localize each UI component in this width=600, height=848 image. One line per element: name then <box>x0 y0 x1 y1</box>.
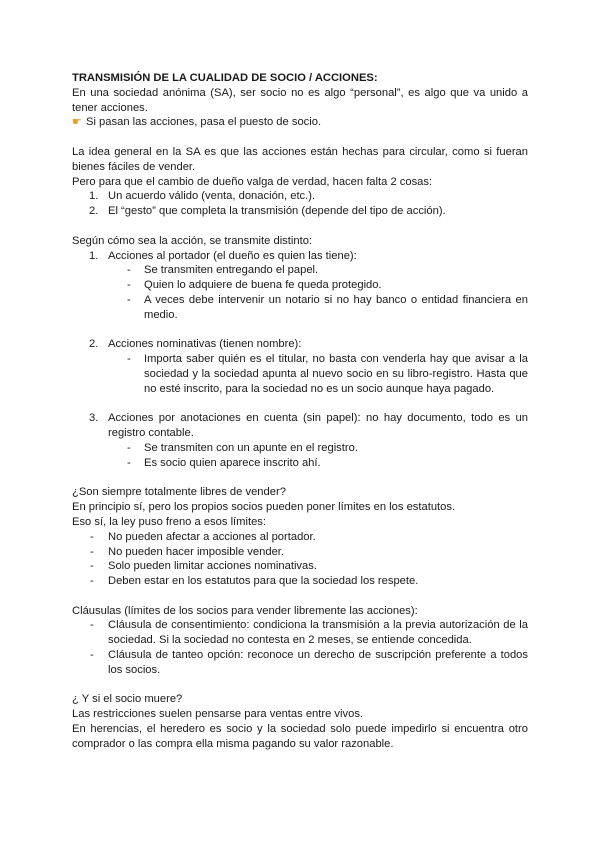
share-type-heading: Acciones nominativas (tienen nombre): <box>108 338 302 351</box>
section-title: TRANSMISIÓN DE LA CUALIDAD DE SOCIO / ACCIONES: <box>72 72 378 84</box>
share-type-bearer: 1. Acciones al portador (el dueño es quien las tiene): - Se transmiten entregando el papel. - Quien lo adquiere de buena fe queda protegido. - A veces debe intervenir un notario si no hay banco o entidad financiera en medio. <box>72 249 528 323</box>
list-item: - Importa saber quién es el titular, no basta con venderla hay que avisar a la sociedad y la sociedad apunta al nuevo socio en su libro-registro. Hasta que no esté inscrito, para la sociedad no es un socio aunque haya pagado. <box>72 352 528 396</box>
list-item: - Deben estar en los estatutos para que la sociedad los respete. <box>72 574 528 589</box>
limits-intro: Eso sí, la ley puso freno a esos límites: <box>72 515 267 528</box>
share-type-points <box>72 352 528 396</box>
types-intro: Según cómo sea la acción, se transmite distinto: <box>72 234 313 247</box>
share-type-heading: Acciones por anotaciones en cuenta (sin papel): no hay documento, todo es un registro contable. <box>108 412 528 440</box>
requirements-list <box>72 189 528 219</box>
list-item: - Solo pueden limitar acciones nominativas. <box>72 559 528 574</box>
share-type-points <box>72 263 528 322</box>
death-paragraph-1: Las restricciones suelen pensarse para ventas entre vivos. <box>72 708 364 721</box>
list-item: - No pueden hacer imposible vender. <box>72 545 528 560</box>
list-item: - Cláusula de tanteo opción: reconoce un derecho de suscripción preferente a todos los socios. <box>72 648 528 678</box>
share-type-nominative: 2. Acciones nominativas (tienen nombre): - Importa saber quién es el titular, no basta con venderla hay que avisar a la sociedad y la sociedad apunta al nuevo socio en su libro-registro. Hasta que no esté inscrito, para la sociedad no es un socio aunque haya pagado. <box>72 337 528 396</box>
share-type-points <box>72 441 528 471</box>
list-item: 1. Un acuerdo válido (venta, donación, etc.). <box>89 190 316 203</box>
list-item: 2. El “gesto” que completa la transmisión (depende del tipo de acción). <box>89 205 446 218</box>
list-item: - Quien lo adquiere de buena fe queda protegido. <box>72 278 528 293</box>
tip-line <box>72 115 528 130</box>
free-question: ¿Son siempre totalmente libres de vender? <box>72 486 286 499</box>
share-type-book-entry: 3. Acciones por anotaciones en cuenta (sin papel): no hay documento, todo es un registro contable. - Se transmiten con un apunte en el registro. - Es socio quien aparece inscrito ahí. <box>72 411 528 470</box>
intro-paragraph: En una sociedad anónima (SA), ser socio no es algo “personal”, es algo que va unido a tener acciones. <box>72 86 528 114</box>
list-item: - Es socio quien aparece inscrito ahí. <box>72 456 528 471</box>
pointing-hand-icon: ☛ <box>72 116 82 129</box>
list-item: - Cláusula de consentimiento: condiciona la transmisión a la previa autorización de la sociedad. Si la sociedad no contesta en 2 meses, se entiende concedida. <box>72 618 528 648</box>
limits-list <box>72 530 528 589</box>
tip-text: Si pasan las acciones, pasa el puesto de socio. <box>86 116 322 129</box>
clauses-list <box>72 618 528 677</box>
free-answer: En principio sí, pero los propios socios pueden poner límites en los estatutos. <box>72 501 456 514</box>
clauses-intro: Cláusulas (límites de los socios para vender libremente las acciones): <box>72 604 418 617</box>
requirements-intro: Pero para que el cambio de dueño valga de verdad, hacen falta 2 cosas: <box>72 175 433 188</box>
list-item: - Se transmiten con un apunte en el registro. <box>72 441 528 456</box>
share-type-heading: Acciones al portador (el dueño es quien las tiene): <box>108 249 357 262</box>
general-idea-paragraph: La idea general en la SA es que las acciones están hechas para circular, como si fueran bienes fáciles de vender. <box>72 145 528 173</box>
list-item: - A veces debe intervenir un notario si no hay banco o entidad financiera en medio. <box>72 293 528 323</box>
death-question: ¿ Y si el socio muere? <box>72 693 183 706</box>
document-body <box>72 71 528 752</box>
death-paragraph-2: En herencias, el heredero es socio y la sociedad solo puede impedirlo si encuentra otro comprador o las compra ella misma pagando su valor razonable. <box>72 723 528 750</box>
list-item: - Se transmiten entregando el papel. <box>72 263 528 278</box>
list-item: - No pueden afectar a acciones al portador. <box>72 530 528 545</box>
